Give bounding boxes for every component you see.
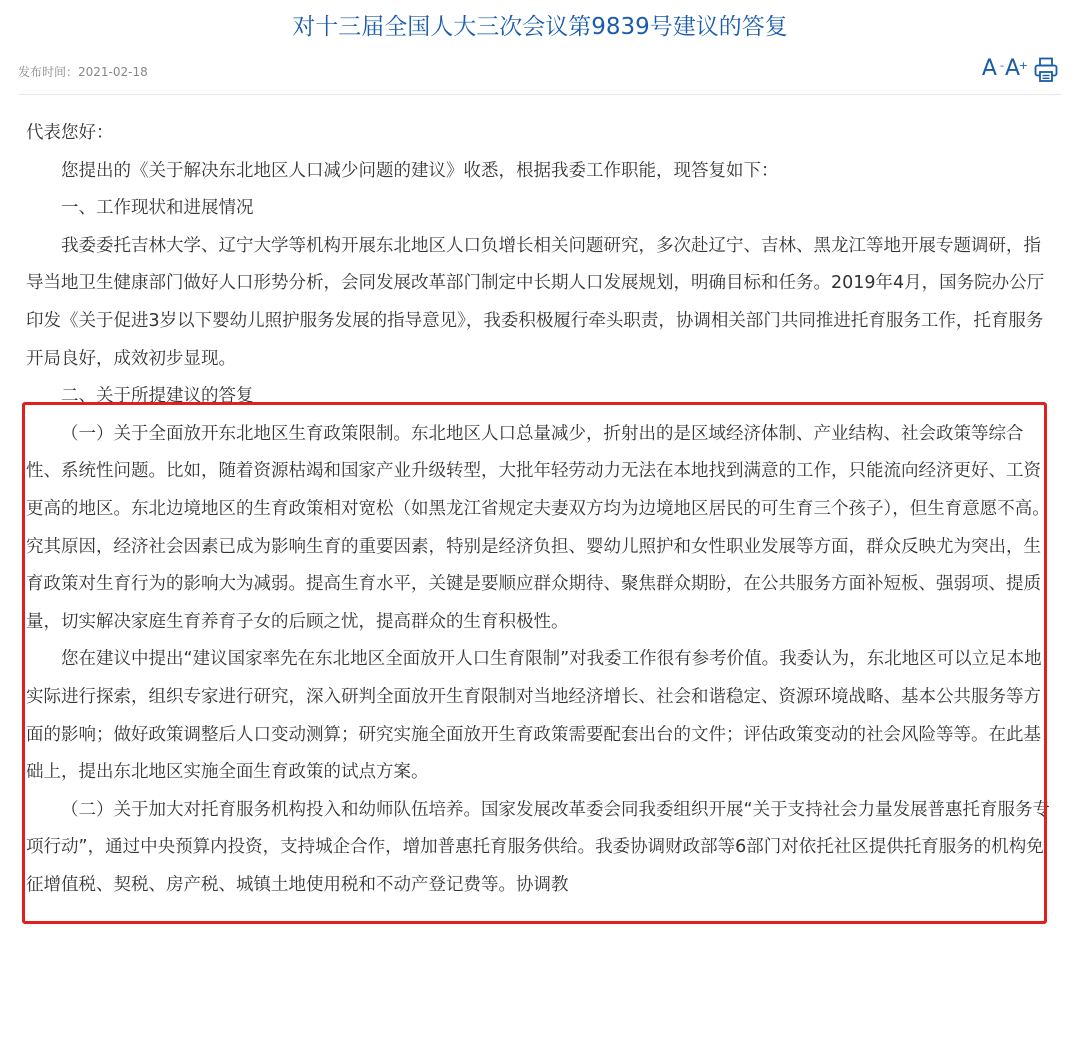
publish-date-value: 2021-02-18 — [78, 65, 148, 79]
print-button[interactable] — [1034, 57, 1058, 87]
article-tools — [980, 58, 1058, 87]
body-paragraph: 我委委托吉林大学、辽宁大学等机构开展东北地区人口负增长相关问题研究，多次赴辽宁、吉林、黑龙江等地开展专题调研，指导当地卫生健康部门做好人口形势分析，会同发展改革部门制定中长期人口发展规划，明确目标和任务。2019年4月，国务院办公厅印发《关于促进3岁以下婴幼儿照护服务发展的指导意见》，我委积极履行牵头职责，协调相关部门共同推进托育服务工作，托育服务开局良好，成效初步显现。 — [26, 235, 1045, 369]
section-heading: 一、工作现状和进展情况 — [61, 198, 254, 219]
publish-date — [18, 63, 148, 80]
printer-icon — [1034, 57, 1058, 83]
publish-date-label: 发布时间： — [18, 65, 79, 79]
body-paragraph: （二）关于加大对托育服务机构投入和幼师队伍培养。国家发展改革委会同我委组织开展“关于支持社会力量发展普惠托育服务专项行动”，通过中央预算内投资，支持城企合作，增加普惠托育服务供给。我委协调财政部等6部门对依托社区提供托育服务的机构免征增值税、契税、房产税、城镇土地使用税和不动产登记费等。协调教 — [26, 799, 1051, 895]
article-body — [26, 115, 1056, 904]
section-heading: 二、关于所提建议的答复 — [61, 386, 254, 407]
greeting-paragraph: 代表您好： — [26, 123, 114, 143]
page-title: 对十三届全国人大三次会议第9839号建议的答复 — [292, 14, 788, 40]
article-meta-bar — [18, 58, 1062, 95]
body-paragraph: 您在建议中提出“建议国家率先在东北地区全面放开人口生育限制”对我委工作很有参考价值。我委认为，东北地区可以立足本地实际进行探索，组织专家进行研究，深入研判全面放开生育限制对当地经济增长、社会和谐稳定、资源环境战略、基本公共服务等方面的影响；做好政策调整后人口变动测算；研究实施全面放开生育政策需要配套出台的文件；评估政策变动的社会风险等等。在此基础上，提出东北地区实施全面生育政策的试点方案。 — [26, 649, 1042, 783]
font-increase-button[interactable]: A + — [1004, 56, 1028, 81]
intro-paragraph: 您提出的《关于解决东北地区人口减少问题的建议》收悉，根据我委工作职能，现答复如下： — [61, 160, 779, 181]
font-decrease-button[interactable]: A - — [981, 56, 1004, 81]
body-paragraph: （一）关于全面放开东北地区生育政策限制。东北地区人口总量减少，折射出的是区域经济体制、产业结构、社会政策等综合性、系统性问题。比如，随着资源枯竭和国家产业升级转型，大批年轻劳动力无法在本地找到满意的工作，只能流向经济更好、工资更高的地区。东北边境地区的生育政策相对宽松（如黑龙江省规定夫妻双方均为边境地区居民的可生育三个孩子），但生育意愿不高。究其原因，经济社会因素已成为影响生育的重要因素，特别是经济负担、婴幼儿照护和女性职业发展等方面，群众反映尤为突出，生育政策对生育行为的影响大为减弱。提高生育水平，关键是要顺应群众期待、聚焦群众期盼，在公共服务方面补短板、强弱项、提质量，切实解决家庭生育养育子女的后顾之忧，提高群众的生育积极性。 — [26, 423, 1050, 632]
